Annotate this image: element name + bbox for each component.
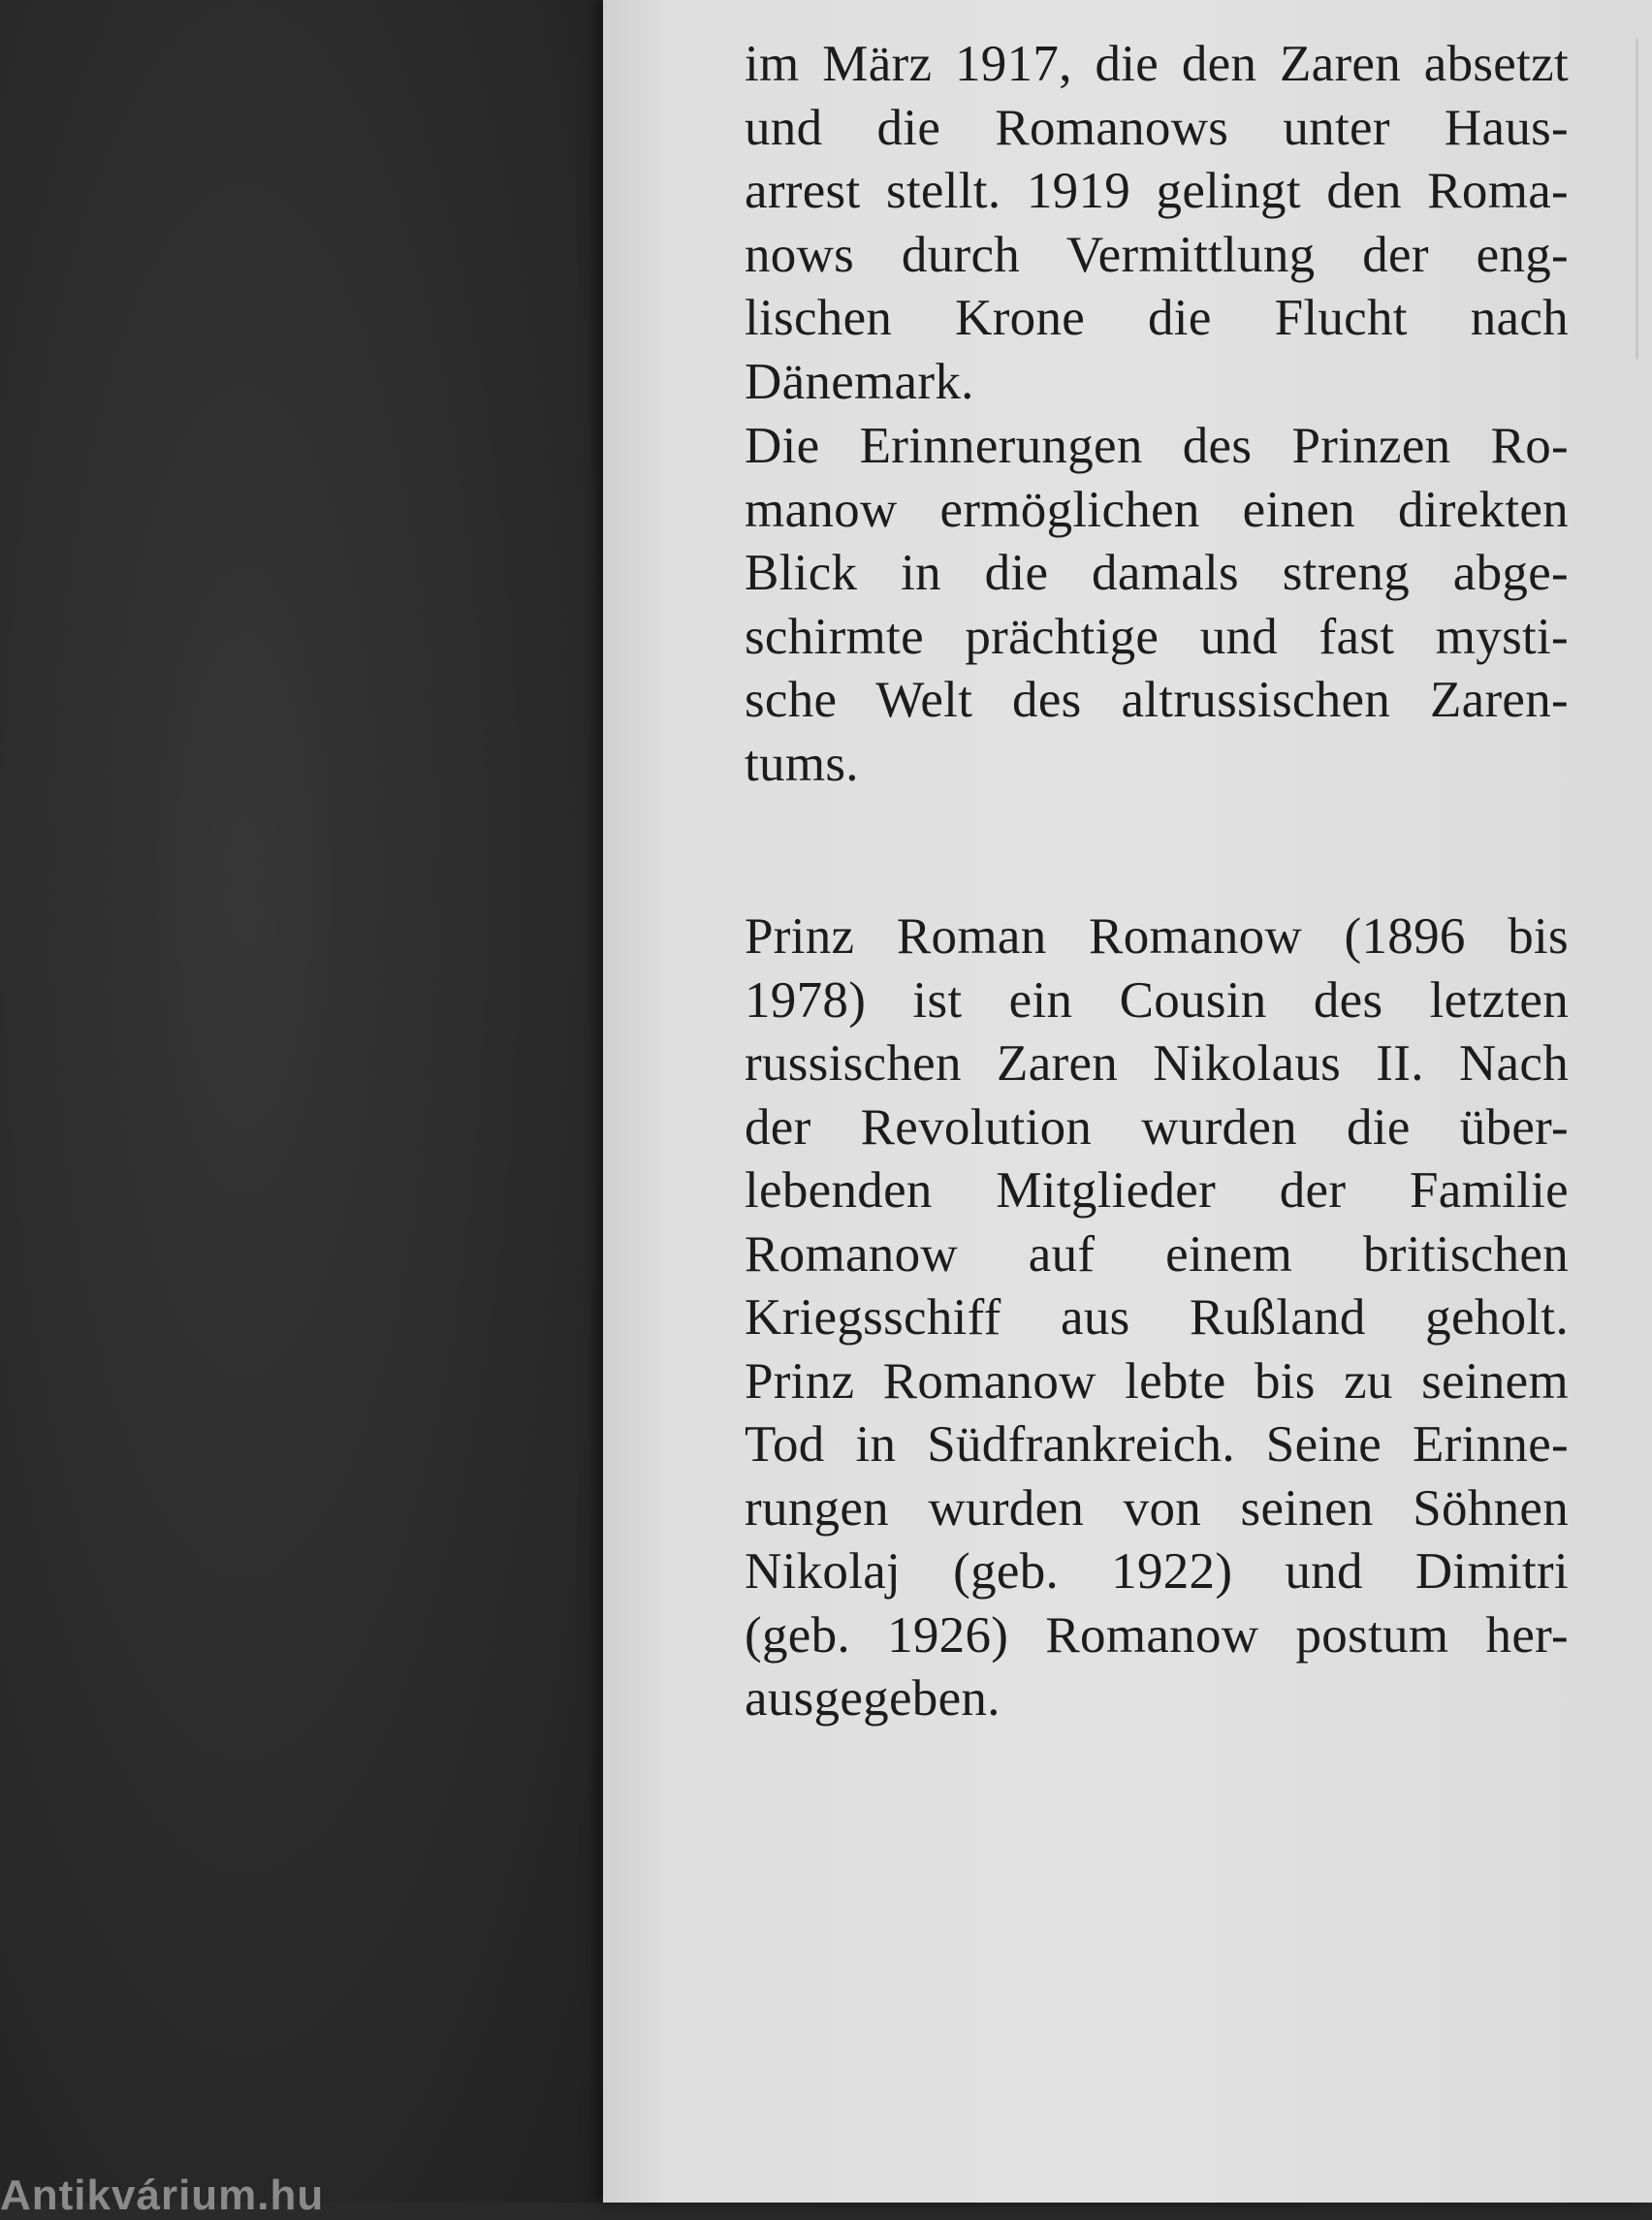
text-line: Romanow auf einem britischen (745, 1225, 1569, 1283)
text-line: russischen Zaren Nikolaus II. Nach (745, 1035, 1569, 1092)
text-line: Nikolaj (geb. 1922) und Dimitri (745, 1543, 1569, 1600)
text-line: der Revolution wurden die über- (745, 1098, 1569, 1156)
text-line: Prinz Romanow lebte bis zu seinem (745, 1352, 1569, 1410)
text-line: Dänemark. (745, 353, 974, 410)
text-line: Prinz Roman Romanow (1896 bis (745, 908, 1569, 965)
text-line: Die Erinnerungen des Prinzen Ro- (745, 418, 1569, 474)
page-edge (1636, 39, 1638, 359)
text-line: 1978) ist ein Cousin des letzten (745, 971, 1569, 1029)
text-line: Blick in die damals streng abge- (745, 545, 1569, 601)
text-line: arrest stellt. 1919 gelingt den Roma- (745, 163, 1569, 219)
watermark: Antikvárium.hu (0, 2172, 325, 2219)
text-line: manow ermöglichen einen direkten (745, 481, 1569, 538)
text-line: und die Romanows unter Haus- (745, 99, 1569, 156)
text-line: ausgegeben. (745, 1670, 1001, 1727)
dark-cover-flap (0, 0, 611, 2203)
text-line: im März 1917, die den Zaren absetzt (745, 36, 1569, 92)
text-line: rungen wurden von seinen Söhnen (745, 1479, 1569, 1537)
text-line: Tod in Südfrankreich. Seine Erinne- (745, 1416, 1569, 1473)
paragraph-revolution-escape (745, 33, 1569, 414)
text-line: lischen Krone die Flucht nach (745, 290, 1569, 346)
text-line: tums. (745, 735, 859, 792)
paragraph-author-bio (745, 905, 1569, 1731)
text-line: lebenden Mitglieder der Familie (745, 1162, 1569, 1219)
text-line: sche Welt des altrussischen Zaren- (745, 672, 1569, 728)
paragraph-memoirs (745, 415, 1569, 796)
text-line: nows durch Vermittlung der eng- (745, 226, 1569, 283)
text-line: schirmte prächtige und fast mysti- (745, 608, 1569, 665)
text-line: Kriegsschiff aus Rußland geholt. (745, 1289, 1569, 1346)
text-line: (geb. 1926) Romanow postum her- (745, 1606, 1569, 1664)
